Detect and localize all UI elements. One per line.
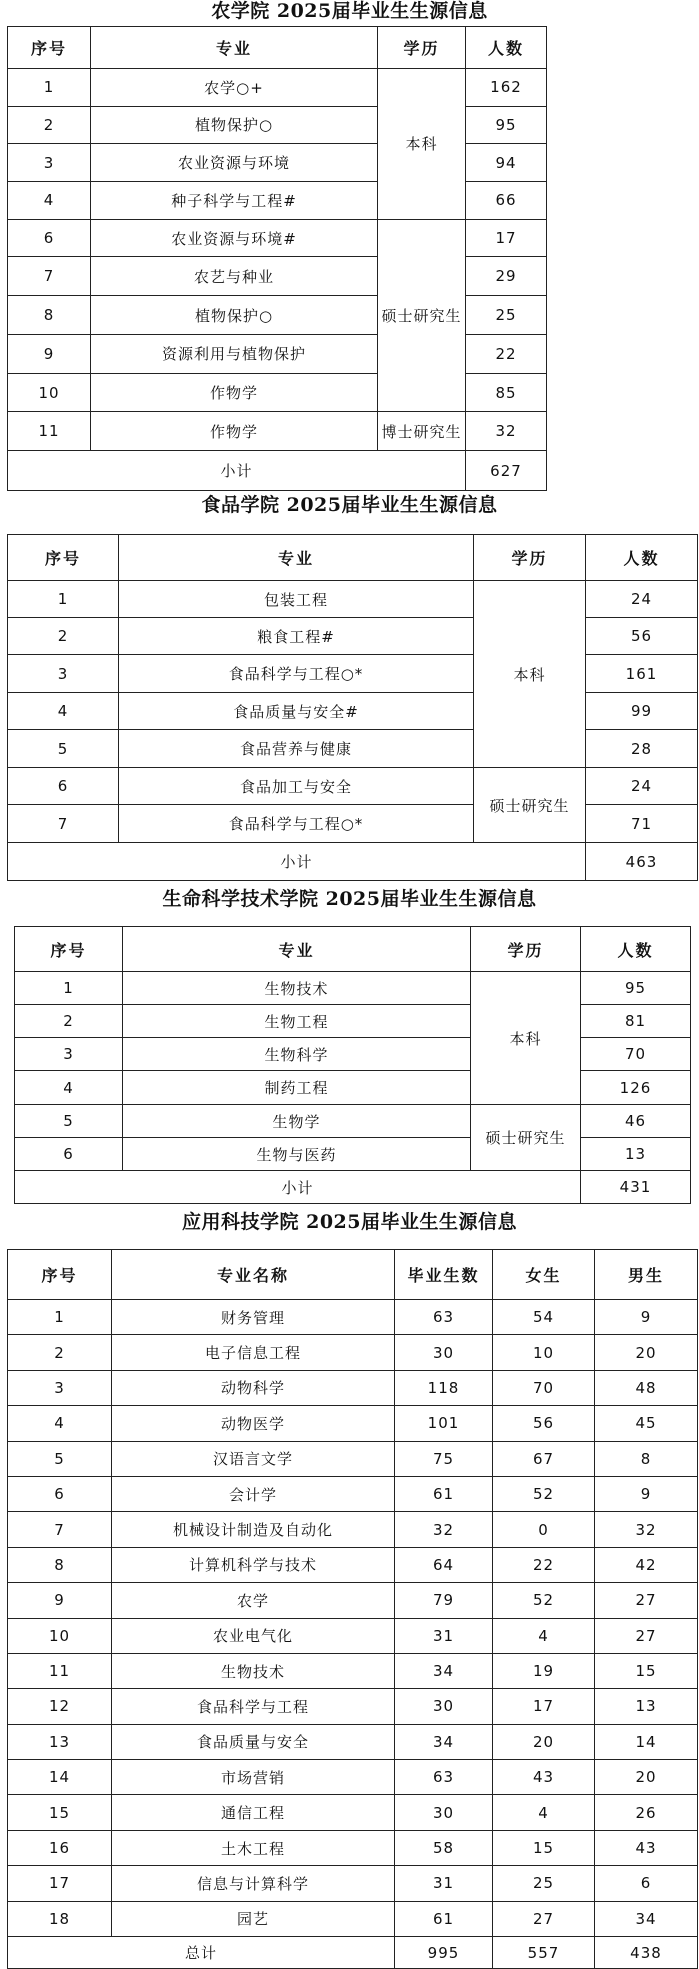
row-major: 动物医学 bbox=[112, 1406, 395, 1441]
degree-cell: 博士研究生 bbox=[378, 412, 466, 451]
row-no: 6 bbox=[15, 1138, 123, 1171]
row-count: 28 bbox=[586, 730, 698, 768]
row-no: 7 bbox=[8, 257, 91, 296]
row-count: 71 bbox=[586, 805, 698, 843]
row-female: 52 bbox=[493, 1476, 595, 1511]
row-female: 54 bbox=[493, 1300, 595, 1335]
subtotal-label: 小计 bbox=[8, 451, 466, 491]
row-male: 45 bbox=[595, 1406, 698, 1441]
header-major: 专业名称 bbox=[112, 1250, 395, 1300]
row-no: 1 bbox=[8, 68, 91, 106]
row-major: 汉语言文学 bbox=[112, 1441, 395, 1476]
total-label: 总计 bbox=[8, 1937, 395, 1969]
row-major: 食品质量与安全# bbox=[119, 693, 474, 730]
row-male: 32 bbox=[595, 1512, 698, 1547]
subtotal-value: 431 bbox=[581, 1171, 691, 1204]
section4-body bbox=[8, 1300, 698, 1937]
row-no: 3 bbox=[8, 1370, 112, 1405]
row-major: 财务管理 bbox=[112, 1300, 395, 1335]
degree-cell: 本科 bbox=[378, 68, 466, 219]
row-major: 市场营销 bbox=[112, 1760, 395, 1795]
row-count: 95 bbox=[466, 106, 547, 144]
row-major: 生物技术 bbox=[123, 972, 471, 1005]
row-count: 126 bbox=[581, 1071, 691, 1105]
row-no: 3 bbox=[15, 1038, 123, 1071]
row-major: 农学○+ bbox=[91, 68, 378, 106]
row-count: 161 bbox=[586, 655, 698, 693]
row-major: 园艺 bbox=[112, 1901, 395, 1936]
table-row bbox=[8, 1476, 698, 1511]
total-female-value: 557 bbox=[493, 1937, 595, 1969]
row-total: 63 bbox=[395, 1760, 493, 1795]
row-no: 4 bbox=[8, 1406, 112, 1441]
row-no: 18 bbox=[8, 1901, 112, 1936]
row-count: 94 bbox=[466, 144, 547, 182]
row-major: 食品科学与工程○* bbox=[119, 655, 474, 693]
row-no: 9 bbox=[8, 1583, 112, 1618]
row-major: 土木工程 bbox=[112, 1830, 395, 1865]
row-major: 食品加工与安全 bbox=[119, 768, 474, 805]
row-major: 机械设计制造及自动化 bbox=[112, 1512, 395, 1547]
row-no: 13 bbox=[8, 1724, 112, 1759]
row-no: 4 bbox=[15, 1071, 123, 1105]
row-no: 3 bbox=[8, 144, 91, 182]
row-total: 63 bbox=[395, 1300, 493, 1335]
row-major: 种子科学与工程# bbox=[91, 182, 378, 220]
header-no: 序号 bbox=[8, 535, 119, 581]
row-major: 粮食工程# bbox=[119, 618, 474, 655]
table-row bbox=[8, 1547, 698, 1582]
row-female: 19 bbox=[493, 1653, 595, 1688]
subtotal-label: 小计 bbox=[15, 1171, 581, 1204]
row-count: 22 bbox=[466, 334, 547, 373]
header-count: 人数 bbox=[586, 535, 698, 581]
row-count: 46 bbox=[581, 1105, 691, 1138]
row-female: 25 bbox=[493, 1866, 595, 1901]
row-major: 电子信息工程 bbox=[112, 1335, 395, 1370]
row-female: 43 bbox=[493, 1760, 595, 1795]
degree-cell: 本科 bbox=[474, 581, 586, 768]
row-major: 食品营养与健康 bbox=[119, 730, 474, 768]
row-no: 6 bbox=[8, 768, 119, 805]
row-no: 1 bbox=[8, 581, 119, 618]
row-female: 10 bbox=[493, 1335, 595, 1370]
row-total: 79 bbox=[395, 1583, 493, 1618]
row-no: 2 bbox=[8, 618, 119, 655]
row-major: 农业电气化 bbox=[112, 1618, 395, 1653]
header-degree: 学历 bbox=[474, 535, 586, 581]
row-no: 2 bbox=[8, 1335, 112, 1370]
row-male: 9 bbox=[595, 1300, 698, 1335]
header-major: 专业 bbox=[91, 27, 378, 69]
row-total: 101 bbox=[395, 1406, 493, 1441]
row-no: 5 bbox=[15, 1105, 123, 1138]
row-total: 31 bbox=[395, 1618, 493, 1653]
header-female: 女生 bbox=[493, 1250, 595, 1300]
row-male: 15 bbox=[595, 1653, 698, 1688]
row-no: 10 bbox=[8, 373, 91, 412]
header-count: 人数 bbox=[581, 927, 691, 972]
header-no: 序号 bbox=[15, 927, 123, 972]
header-count: 人数 bbox=[466, 27, 547, 69]
row-major: 植物保护○ bbox=[91, 106, 378, 144]
row-female: 22 bbox=[493, 1547, 595, 1582]
row-no: 5 bbox=[8, 730, 119, 768]
header-degree: 学历 bbox=[378, 27, 466, 69]
row-male: 14 bbox=[595, 1724, 698, 1759]
table-row bbox=[8, 1653, 698, 1688]
row-total: 34 bbox=[395, 1724, 493, 1759]
row-no: 7 bbox=[8, 805, 119, 843]
subtotal-value: 627 bbox=[466, 451, 547, 491]
row-female: 52 bbox=[493, 1583, 595, 1618]
table-row bbox=[8, 1795, 698, 1830]
row-major: 生物科学 bbox=[123, 1038, 471, 1071]
row-count: 29 bbox=[466, 257, 547, 296]
section2-title: 食品学院 2025届毕业生生源信息 bbox=[201, 494, 498, 516]
row-no: 4 bbox=[8, 693, 119, 730]
table-row bbox=[8, 1406, 698, 1441]
row-count: 162 bbox=[466, 68, 547, 106]
row-major: 包装工程 bbox=[119, 581, 474, 618]
row-no: 1 bbox=[15, 972, 123, 1005]
row-male: 8 bbox=[595, 1441, 698, 1476]
table-row bbox=[8, 1300, 698, 1335]
row-female: 27 bbox=[493, 1901, 595, 1936]
row-total: 34 bbox=[395, 1653, 493, 1688]
section4-table bbox=[7, 1249, 698, 1969]
header-major: 专业 bbox=[123, 927, 471, 972]
row-male: 20 bbox=[595, 1760, 698, 1795]
degree-cell: 硕士研究生 bbox=[474, 768, 586, 843]
section4-title: 应用科技学院 2025届毕业生生源信息 bbox=[182, 1211, 517, 1233]
row-no: 9 bbox=[8, 334, 91, 373]
header-no: 序号 bbox=[8, 1250, 112, 1300]
row-no: 6 bbox=[8, 1476, 112, 1511]
row-male: 26 bbox=[595, 1795, 698, 1830]
row-major: 食品科学与工程 bbox=[112, 1689, 395, 1724]
row-count: 17 bbox=[466, 219, 547, 257]
section3-title: 生命科学技术学院 2025届毕业生生源信息 bbox=[162, 888, 537, 910]
table-row bbox=[8, 1335, 698, 1370]
row-major: 食品质量与安全 bbox=[112, 1724, 395, 1759]
row-male: 34 bbox=[595, 1901, 698, 1936]
row-no: 15 bbox=[8, 1795, 112, 1830]
row-total: 30 bbox=[395, 1689, 493, 1724]
subtotal-label: 小计 bbox=[8, 843, 586, 881]
row-no: 6 bbox=[8, 219, 91, 257]
row-major: 农业资源与环境 bbox=[91, 144, 378, 182]
row-count: 25 bbox=[466, 296, 547, 335]
row-no: 10 bbox=[8, 1618, 112, 1653]
row-count: 24 bbox=[586, 768, 698, 805]
row-no: 12 bbox=[8, 1689, 112, 1724]
section1-title: 农学院 2025届毕业生生源信息 bbox=[211, 0, 488, 22]
degree-cell: 硕士研究生 bbox=[471, 1105, 581, 1171]
row-count: 56 bbox=[586, 618, 698, 655]
row-male: 9 bbox=[595, 1476, 698, 1511]
row-total: 30 bbox=[395, 1795, 493, 1830]
row-total: 64 bbox=[395, 1547, 493, 1582]
table-row bbox=[8, 1830, 698, 1865]
row-major: 通信工程 bbox=[112, 1795, 395, 1830]
row-female: 56 bbox=[493, 1406, 595, 1441]
table-row bbox=[8, 1441, 698, 1476]
header-no: 序号 bbox=[8, 27, 91, 69]
row-total: 32 bbox=[395, 1512, 493, 1547]
degree-cell: 硕士研究生 bbox=[378, 219, 466, 412]
header-total: 毕业生数 bbox=[395, 1250, 493, 1300]
row-no: 8 bbox=[8, 296, 91, 335]
row-major: 资源利用与植物保护 bbox=[91, 334, 378, 373]
degree-cell: 本科 bbox=[471, 972, 581, 1105]
row-no: 11 bbox=[8, 1653, 112, 1688]
row-major: 作物学 bbox=[91, 373, 378, 412]
row-no: 4 bbox=[8, 182, 91, 220]
table-row bbox=[8, 1760, 698, 1795]
row-major: 动物科学 bbox=[112, 1370, 395, 1405]
row-male: 27 bbox=[595, 1583, 698, 1618]
row-total: 61 bbox=[395, 1901, 493, 1936]
table-row bbox=[8, 1901, 698, 1936]
section3-table bbox=[14, 926, 691, 1204]
row-total: 30 bbox=[395, 1335, 493, 1370]
row-major: 植物保护○ bbox=[91, 296, 378, 335]
row-count: 81 bbox=[581, 1005, 691, 1038]
total-male-value: 438 bbox=[595, 1937, 698, 1969]
row-count: 85 bbox=[466, 373, 547, 412]
row-no: 1 bbox=[8, 1300, 112, 1335]
row-female: 0 bbox=[493, 1512, 595, 1547]
header-male: 男生 bbox=[595, 1250, 698, 1300]
row-no: 8 bbox=[8, 1547, 112, 1582]
row-female: 17 bbox=[493, 1689, 595, 1724]
table-row bbox=[8, 1618, 698, 1653]
row-count: 24 bbox=[586, 581, 698, 618]
row-major: 食品科学与工程○* bbox=[119, 805, 474, 843]
row-count: 13 bbox=[581, 1138, 691, 1171]
row-male: 27 bbox=[595, 1618, 698, 1653]
row-male: 42 bbox=[595, 1547, 698, 1582]
row-no: 11 bbox=[8, 412, 91, 451]
row-female: 4 bbox=[493, 1618, 595, 1653]
row-major: 生物与医药 bbox=[123, 1138, 471, 1171]
row-major: 信息与计算科学 bbox=[112, 1866, 395, 1901]
section2-table bbox=[7, 534, 698, 881]
total-value: 995 bbox=[395, 1937, 493, 1969]
table-row bbox=[8, 1370, 698, 1405]
table-row bbox=[8, 1724, 698, 1759]
row-major: 生物学 bbox=[123, 1105, 471, 1138]
row-major: 生物工程 bbox=[123, 1005, 471, 1038]
table-row bbox=[8, 1512, 698, 1547]
row-no: 17 bbox=[8, 1866, 112, 1901]
row-major: 农业资源与环境# bbox=[91, 219, 378, 257]
row-count: 70 bbox=[581, 1038, 691, 1071]
row-male: 48 bbox=[595, 1370, 698, 1405]
row-major: 计算机科学与技术 bbox=[112, 1547, 395, 1582]
row-female: 70 bbox=[493, 1370, 595, 1405]
row-total: 58 bbox=[395, 1830, 493, 1865]
row-major: 生物技术 bbox=[112, 1653, 395, 1688]
row-major: 制药工程 bbox=[123, 1071, 471, 1105]
row-count: 95 bbox=[581, 972, 691, 1005]
row-no: 3 bbox=[8, 655, 119, 693]
row-count: 66 bbox=[466, 182, 547, 220]
row-female: 67 bbox=[493, 1441, 595, 1476]
row-no: 2 bbox=[8, 106, 91, 144]
row-male: 13 bbox=[595, 1689, 698, 1724]
row-no: 2 bbox=[15, 1005, 123, 1038]
row-no: 5 bbox=[8, 1441, 112, 1476]
table-row bbox=[8, 1689, 698, 1724]
row-no: 7 bbox=[8, 1512, 112, 1547]
table-row bbox=[8, 1583, 698, 1618]
row-total: 61 bbox=[395, 1476, 493, 1511]
row-female: 4 bbox=[493, 1795, 595, 1830]
row-major: 农艺与种业 bbox=[91, 257, 378, 296]
row-count: 99 bbox=[586, 693, 698, 730]
row-count: 32 bbox=[466, 412, 547, 451]
row-total: 118 bbox=[395, 1370, 493, 1405]
row-major: 作物学 bbox=[91, 412, 378, 451]
table-row bbox=[8, 1866, 698, 1901]
row-major: 会计学 bbox=[112, 1476, 395, 1511]
row-no: 14 bbox=[8, 1760, 112, 1795]
header-major: 专业 bbox=[119, 535, 474, 581]
row-male: 6 bbox=[595, 1866, 698, 1901]
row-male: 43 bbox=[595, 1830, 698, 1865]
row-female: 15 bbox=[493, 1830, 595, 1865]
row-no: 16 bbox=[8, 1830, 112, 1865]
subtotal-value: 463 bbox=[586, 843, 698, 881]
row-total: 75 bbox=[395, 1441, 493, 1476]
row-female: 20 bbox=[493, 1724, 595, 1759]
row-major: 农学 bbox=[112, 1583, 395, 1618]
section1-table bbox=[7, 26, 547, 491]
row-male: 20 bbox=[595, 1335, 698, 1370]
row-total: 31 bbox=[395, 1866, 493, 1901]
header-degree: 学历 bbox=[471, 927, 581, 972]
